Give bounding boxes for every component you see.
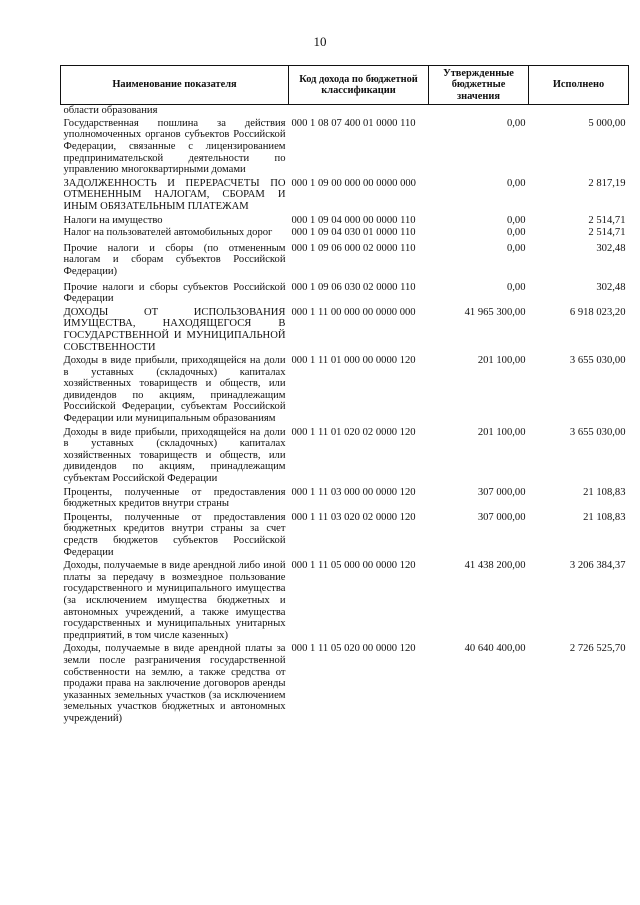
revenue-code-cell: 000 1 11 03 000 00 0000 120 xyxy=(291,486,416,498)
approved-value-cell: 0,00 xyxy=(506,177,526,189)
indicator-name-cell: ДОХОДЫ ОТ ИСПОЛЬЗОВАНИЯ ИМУЩЕСТВА, НАХОДЯЩЕГОСЯ В ГОСУДАРСТВЕННОЙ И МУНИЦИПАЛЬНОЙ СОБСТВЕННОСТИ xyxy=(63,306,286,353)
table-row xyxy=(61,353,629,425)
revenue-code-cell: 000 1 09 06 030 02 0000 110 xyxy=(291,281,416,293)
header-revenue-code: Код дохода по бюджетной классификации xyxy=(289,66,429,105)
approved-value-cell: 41 438 200,00 xyxy=(464,560,526,572)
executed-value-cell: 3 655 030,00 xyxy=(569,426,626,438)
table-row xyxy=(61,558,629,641)
approved-value-cell: 0,00 xyxy=(506,214,526,226)
indicator-name-cell: Прочие налоги и сборы (по отмененным налогам и сборам субъектов Российской Федерации) xyxy=(63,242,286,277)
approved-value-cell: 307 000,00 xyxy=(477,486,526,498)
executed-value-cell: 302,48 xyxy=(596,281,626,293)
revenue-code-cell: 000 1 11 03 020 02 0000 120 xyxy=(291,511,416,523)
revenue-code-cell: 000 1 11 01 000 00 0000 120 xyxy=(291,355,416,367)
revenue-code-cell: 000 1 09 04 030 01 0000 110 xyxy=(291,227,416,239)
executed-value-cell: 21 108,83 xyxy=(583,511,626,523)
revenue-table xyxy=(60,65,629,725)
revenue-code-cell: 000 1 09 00 000 00 0000 000 xyxy=(291,177,416,189)
indicator-name-cell: Прочие налоги и сборы субъектов Российской Федерации xyxy=(63,281,286,305)
table-row xyxy=(61,425,629,485)
header-approved-values: Утвержденные бюджетные значения xyxy=(429,66,529,105)
indicator-name-cell: Проценты, полученные от предоставления бюджетных кредитов внутри страны за счет средств бюджетов субъектов Российской Федерации xyxy=(63,511,286,558)
table-row xyxy=(61,239,629,278)
revenue-code-cell: 000 1 09 06 000 02 0000 110 xyxy=(291,242,416,254)
revenue-code-cell: 000 1 11 00 000 00 0000 000 xyxy=(291,306,416,318)
indicator-name-cell: области образования xyxy=(63,105,158,117)
approved-value-cell: 0,00 xyxy=(506,242,526,254)
approved-value-cell: 201 100,00 xyxy=(477,355,526,367)
revenue-code-cell xyxy=(289,105,429,117)
table-row xyxy=(61,176,629,213)
executed-value-cell: 2 514,71 xyxy=(588,227,626,239)
indicator-name-cell: Государственная пошлина за действия уполномоченных органов субъектов Российской Федерации, связанные с лицензированием предпринимательской деятельности по управлению многоквартирными домами xyxy=(63,117,286,176)
approved-value-cell: 0,00 xyxy=(506,227,526,239)
table-row xyxy=(61,105,629,117)
table-row xyxy=(61,305,629,353)
indicator-name-cell: Доходы, получаемые в виде арендной платы за земли после разграничения государственной собственности на землю, а также средства от продажи права на заключение договоров аренды указанных земельных участков (за исключением земельных участков бюджетных и автономных учреждений) xyxy=(63,643,286,724)
indicator-name-cell: Налоги на имущество xyxy=(63,214,163,226)
table-row xyxy=(61,510,629,558)
revenue-code-cell: 000 1 11 05 020 00 0000 120 xyxy=(291,643,416,655)
revenue-code-cell: 000 1 11 05 000 00 0000 120 xyxy=(291,560,416,572)
executed-value-cell: 302,48 xyxy=(596,242,626,254)
indicator-name-cell: ЗАДОЛЖЕННОСТЬ И ПЕРЕРАСЧЕТЫ ПО ОТМЕНЕННЫМ НАЛОГАМ, СБОРАМ И ИНЫМ ОБЯЗАТЕЛЬНЫМ ПЛАТЕЖАМ xyxy=(63,177,286,212)
executed-value-cell: 3 655 030,00 xyxy=(569,355,626,367)
table-row xyxy=(61,226,629,239)
header-executed: Исполнено xyxy=(529,66,629,105)
executed-value-cell: 3 206 384,37 xyxy=(569,560,626,572)
executed-value-cell: 2 726 525,70 xyxy=(569,643,626,655)
indicator-name-cell: Доходы в виде прибыли, приходящейся на доли в уставных (складочных) капиталах хозяйственных товариществ и обществ, или дивидендов по акциям, принадлежащим субъектам Российской Федерации xyxy=(63,426,286,485)
table-row xyxy=(61,485,629,510)
indicator-name-cell: Проценты, полученные от предоставления бюджетных кредитов внутри страны xyxy=(63,486,286,510)
executed-value-cell: 2 817,19 xyxy=(588,177,626,189)
indicator-name-cell: Налог на пользователей автомобильных дорог xyxy=(63,227,273,239)
approved-value-cell: 0,00 xyxy=(506,117,526,129)
approved-value-cell: 307 000,00 xyxy=(477,511,526,523)
approved-value-cell: 40 640 400,00 xyxy=(464,643,526,655)
revenue-code-cell: 000 1 08 07 400 01 0000 110 xyxy=(291,117,416,129)
approved-value-cell: 201 100,00 xyxy=(477,426,526,438)
revenue-code-cell: 000 1 11 01 020 02 0000 120 xyxy=(291,426,416,438)
indicator-name-cell: Доходы, получаемые в виде арендной либо иной платы за передачу в возмездное пользование государственного и муниципального имущества (за исключением имущества бюджетных и автономных учреждений, а также имущества государственных и муниципальных унитарных предприятий, в том числе казенных) xyxy=(63,560,286,641)
approved-value-cell: 0,00 xyxy=(506,281,526,293)
approved-value-cell: 41 965 300,00 xyxy=(464,306,526,318)
executed-value-cell: 5 000,00 xyxy=(588,117,626,129)
indicator-name-cell: Доходы в виде прибыли, приходящейся на доли в уставных (складочных) капиталах хозяйственных товариществ и обществ, или дивидендов по акциям, принадлежащим Российской Федерации, субъектам Российской Федерации или муниципальным образованиям xyxy=(63,355,286,425)
executed-value-cell: 2 514,71 xyxy=(588,214,626,226)
table-header-row xyxy=(61,66,629,105)
executed-value-cell xyxy=(529,105,629,117)
revenue-code-cell: 000 1 09 04 000 00 0000 110 xyxy=(291,214,416,226)
executed-value-cell: 21 108,83 xyxy=(583,486,626,498)
table-row xyxy=(61,278,629,305)
approved-value-cell xyxy=(429,105,529,117)
table-row xyxy=(61,641,629,724)
executed-value-cell: 6 918 023,20 xyxy=(569,306,626,318)
header-indicator-name: Наименование показателя xyxy=(61,66,289,105)
table-row xyxy=(61,117,629,176)
table-row xyxy=(61,213,629,227)
page-number: 10 xyxy=(313,34,327,49)
